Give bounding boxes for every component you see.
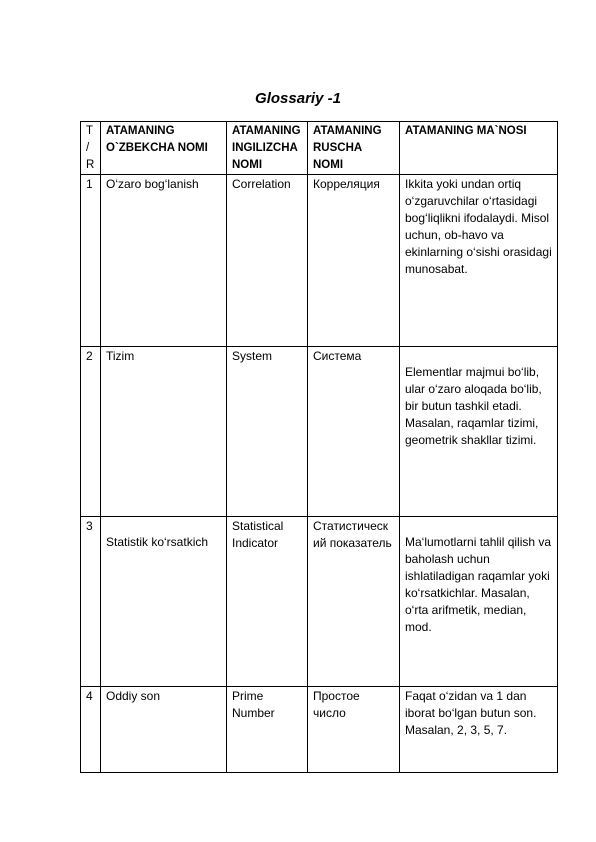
glossary-table xyxy=(80,121,558,773)
row-number: 2 xyxy=(81,347,101,517)
uzbek-term: Oddiy son xyxy=(101,687,227,773)
header-meaning: ATAMANING MA`NOSI xyxy=(400,122,558,175)
page-title: Glossariy -1 xyxy=(255,90,341,107)
header-russian-name: ATAMANING RUSCHA NOMI xyxy=(308,122,400,175)
table-row xyxy=(81,687,558,773)
russian-term: Простое число xyxy=(308,687,400,773)
uzbek-term: Tizim xyxy=(101,347,227,517)
english-term: System xyxy=(227,347,308,517)
english-term: Statistical Indicator xyxy=(227,517,308,687)
header-uzbek-name: ATAMANING O`ZBEKCHA NOMI xyxy=(101,122,227,175)
table-header-row xyxy=(81,122,558,175)
english-term: Correlation xyxy=(227,175,308,347)
row-number: 3 xyxy=(81,517,101,687)
english-term: Prime Number xyxy=(227,687,308,773)
term-meaning: Elementlar majmui bo‘lib, ular o‘zaro aloqada bo‘lib, bir butun tashkil etadi. Masalan, raqamlar tizimi, geometrik shakllar tizimi. xyxy=(400,347,558,517)
term-meaning: Faqat o‘zidan va 1 dan iborat bo‘lgan butun son. Masalan, 2, 3, 5, 7. xyxy=(400,687,558,773)
russian-term: Система xyxy=(308,347,400,517)
header-number: T / R xyxy=(81,122,101,175)
term-meaning: Ikkita yoki undan ortiq o‘zgaruvchilar o‘rtasidagi bog‘liqlikni ifodalaydi. Misol uchun, ob-havo va ekinlarning o‘sishi orasidagi munosabat. xyxy=(400,175,558,347)
row-number: 1 xyxy=(81,175,101,347)
russian-term: Статистический показатель xyxy=(308,517,400,687)
uzbek-term: Statistik ko‘rsatkich xyxy=(101,517,227,687)
russian-term: Корреляция xyxy=(308,175,400,347)
header-english-name: ATAMANING INGILIZCHA NOMI xyxy=(227,122,308,175)
table-row xyxy=(81,347,558,517)
table-row xyxy=(81,175,558,347)
row-number: 4 xyxy=(81,687,101,773)
table-row xyxy=(81,517,558,687)
uzbek-term: O‘zaro bog‘lanish xyxy=(101,175,227,347)
term-meaning: Ma‘lumotlarni tahlil qilish va baholash uchun ishlatiladigan raqamlar yoki ko‘rsatkichlar. Masalan, o‘rta arifmetik, median, mod. xyxy=(400,517,558,687)
